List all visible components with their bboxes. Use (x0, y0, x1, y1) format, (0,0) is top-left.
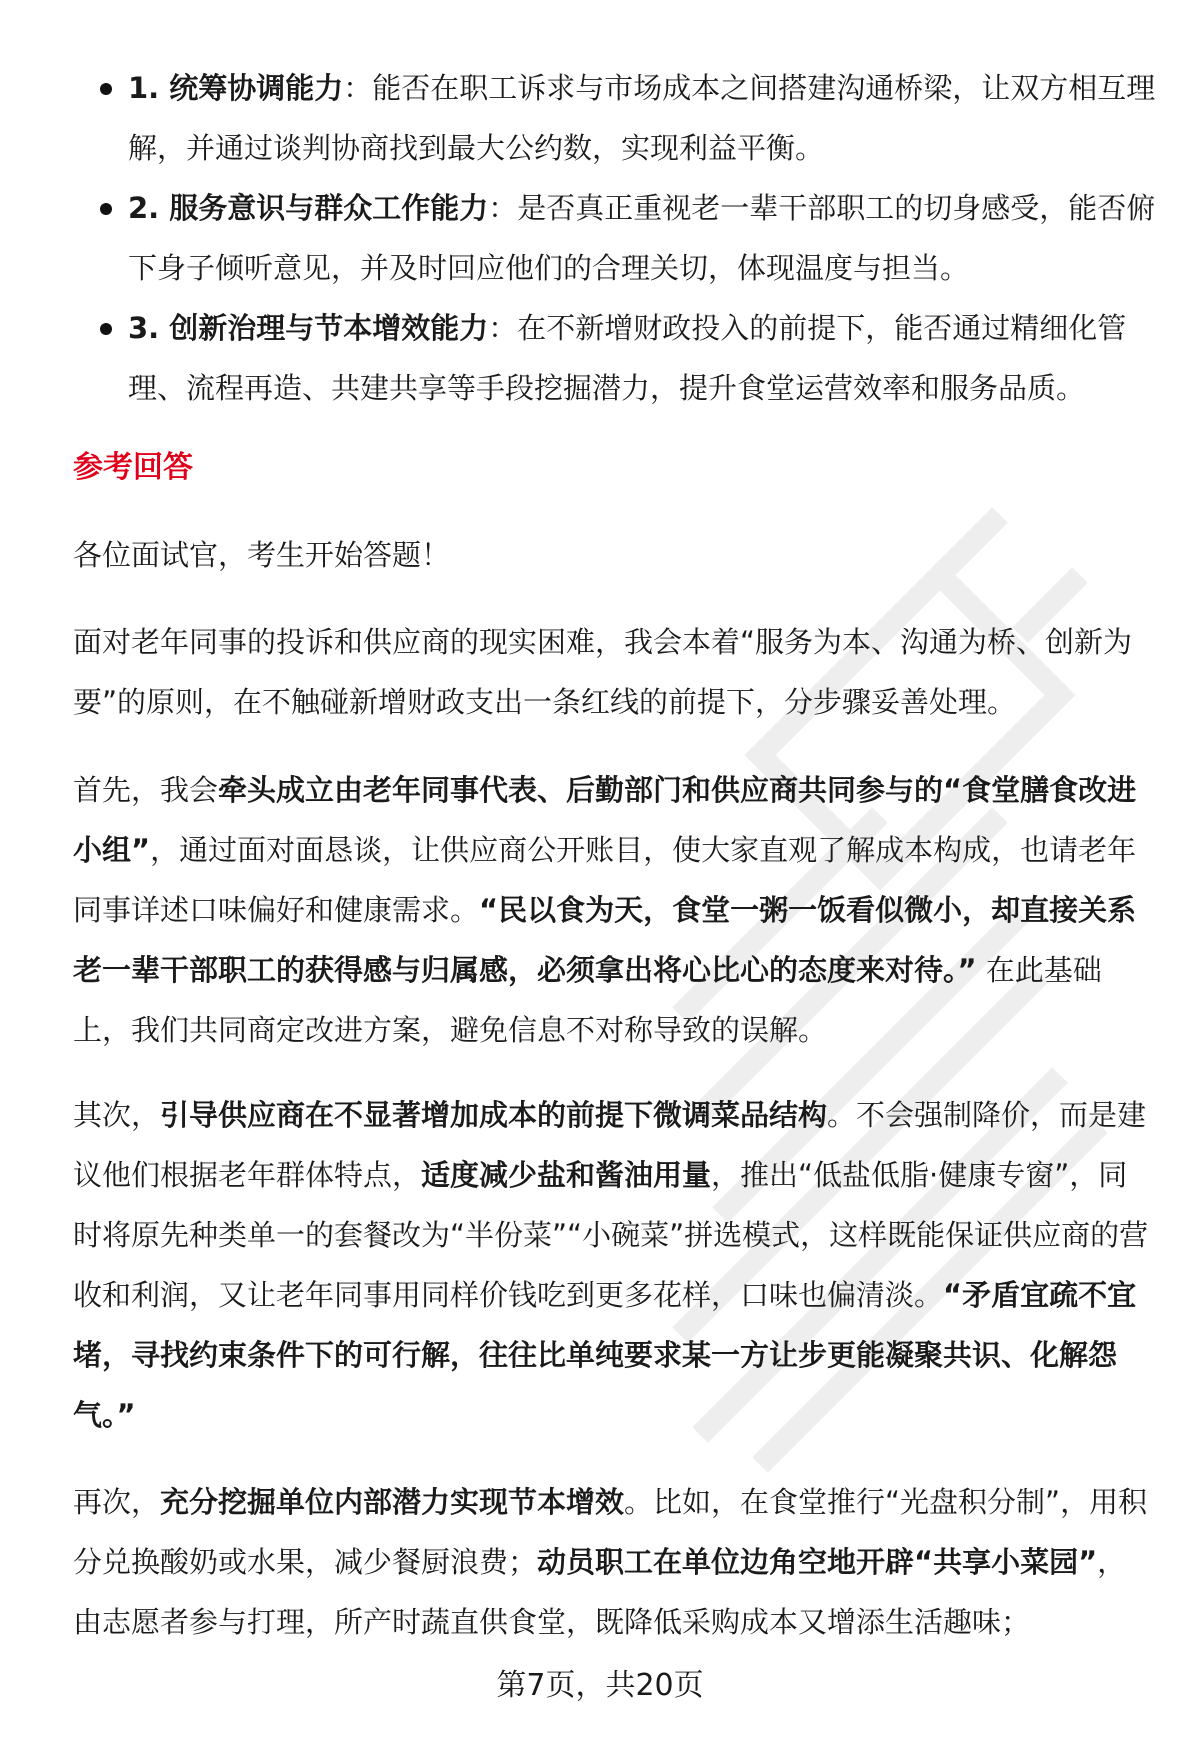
text-run: 其次， (73, 1098, 161, 1132)
text-run: 首先，我会 (73, 773, 219, 807)
bold-run: 牵头成立由老年同事代表、后勤部门和供应商共同参与的“食堂膳食改进小组” (73, 773, 1137, 867)
text-run: 。比如，在食堂推行“光盘积分制”，用积分兑换酸奶或水果，减少餐厨浪费； (73, 1485, 1148, 1579)
text-run: 在此基础上，我们共同商定改进方案，避免信息不对称导致的误解。 (73, 953, 1102, 1047)
bold-run: 充分挖掘单位内部潜力实现节本增效 (160, 1485, 625, 1519)
bullet-text: ：是否真正重视老一辈干部职工的切身感受，能否俯下身子倾听意见，并及时回应他们的合理关切，体现温度与担当。 (128, 191, 1156, 285)
bold-quote: “矛盾宜疏不宜堵，寻找约束条件下的可行解，往往比单纯要求某一方让步更能凝聚共识、化解怨气。” (73, 1278, 1137, 1432)
bullet-title: 3. 创新治理与节本增效能力 (128, 311, 489, 345)
page-number-footer: 第7页，共20页 (496, 1668, 704, 1703)
answer-principle: 面对老年同事的投诉和供应商的现实困难，我会本着“服务为本、沟通为桥、创新为要”的原则，在不触碰新增财政支出一条红线的前提下，分步骤妥善处理。 (73, 625, 1133, 719)
bullet-dot-icon (100, 203, 112, 215)
bullet-title: 1. 统筹协调能力 (128, 71, 344, 105)
bullet-text: ：能否在职工诉求与市场成本之间搭建沟通桥梁，让双方相互理解，并通过谈判协商找到最大公约数，实现利益平衡。 (128, 71, 1156, 165)
bullet-item (100, 58, 1160, 178)
text-run: ，通过面对面恳谈，让供应商公开账目，使大家直观了解成本构成，也请老年同事详述口味偏好和健康需求。 (73, 833, 1137, 927)
bullet-title: 2. 服务意识与群众工作能力 (128, 191, 489, 225)
bold-run: 引导供应商在不显著增加成本的前提下微调菜品结构 (160, 1098, 828, 1132)
answer-step-second (73, 1085, 1153, 1445)
text-run: 。不会强制降价，而是建议他们根据老年群体特点， (73, 1098, 1147, 1192)
section-heading: 参考回答 (73, 450, 193, 485)
bold-run: 适度减少盐和酱油用量 (421, 1158, 712, 1192)
answer-step-third (73, 1472, 1153, 1652)
ability-bullet-list (100, 58, 1160, 418)
text-run: ，推出“低盐低脂·健康专窗”，同时将原先种类单一的套餐改为“半份菜”“小碗菜”拼选模式，这样既能保证供应商的营收和利润，又让老年同事用同样价钱吃到更多花样，口味也偏清淡。 (73, 1158, 1149, 1312)
text-run: 再次， (73, 1485, 161, 1519)
bold-run: 动员职工在单位边角空地开辟“共享小菜园” (537, 1545, 1098, 1579)
text-run: ，由志愿者参与打理，所产时蔬直供食堂，既降低采购成本又增添生活趣味； (73, 1545, 1127, 1639)
bullet-item (100, 178, 1160, 298)
bullet-dot-icon (100, 83, 112, 95)
answer-step-first (73, 760, 1153, 1060)
bullet-dot-icon (100, 323, 112, 335)
bold-quote: “民以食为天，食堂一粥一饭看似微小，却直接关系老一辈干部职工的获得感与归属感，必须拿出将心比心的态度来对待。” (73, 893, 1137, 987)
bullet-item (100, 298, 1160, 418)
answer-opening: 各位面试官，考生开始答题！ (73, 538, 451, 572)
bullet-text: ：在不新增财政投入的前提下，能否通过精细化管理、流程再造、共建共享等手段挖掘潜力，提升食堂运营效率和服务品质。 (128, 311, 1127, 405)
